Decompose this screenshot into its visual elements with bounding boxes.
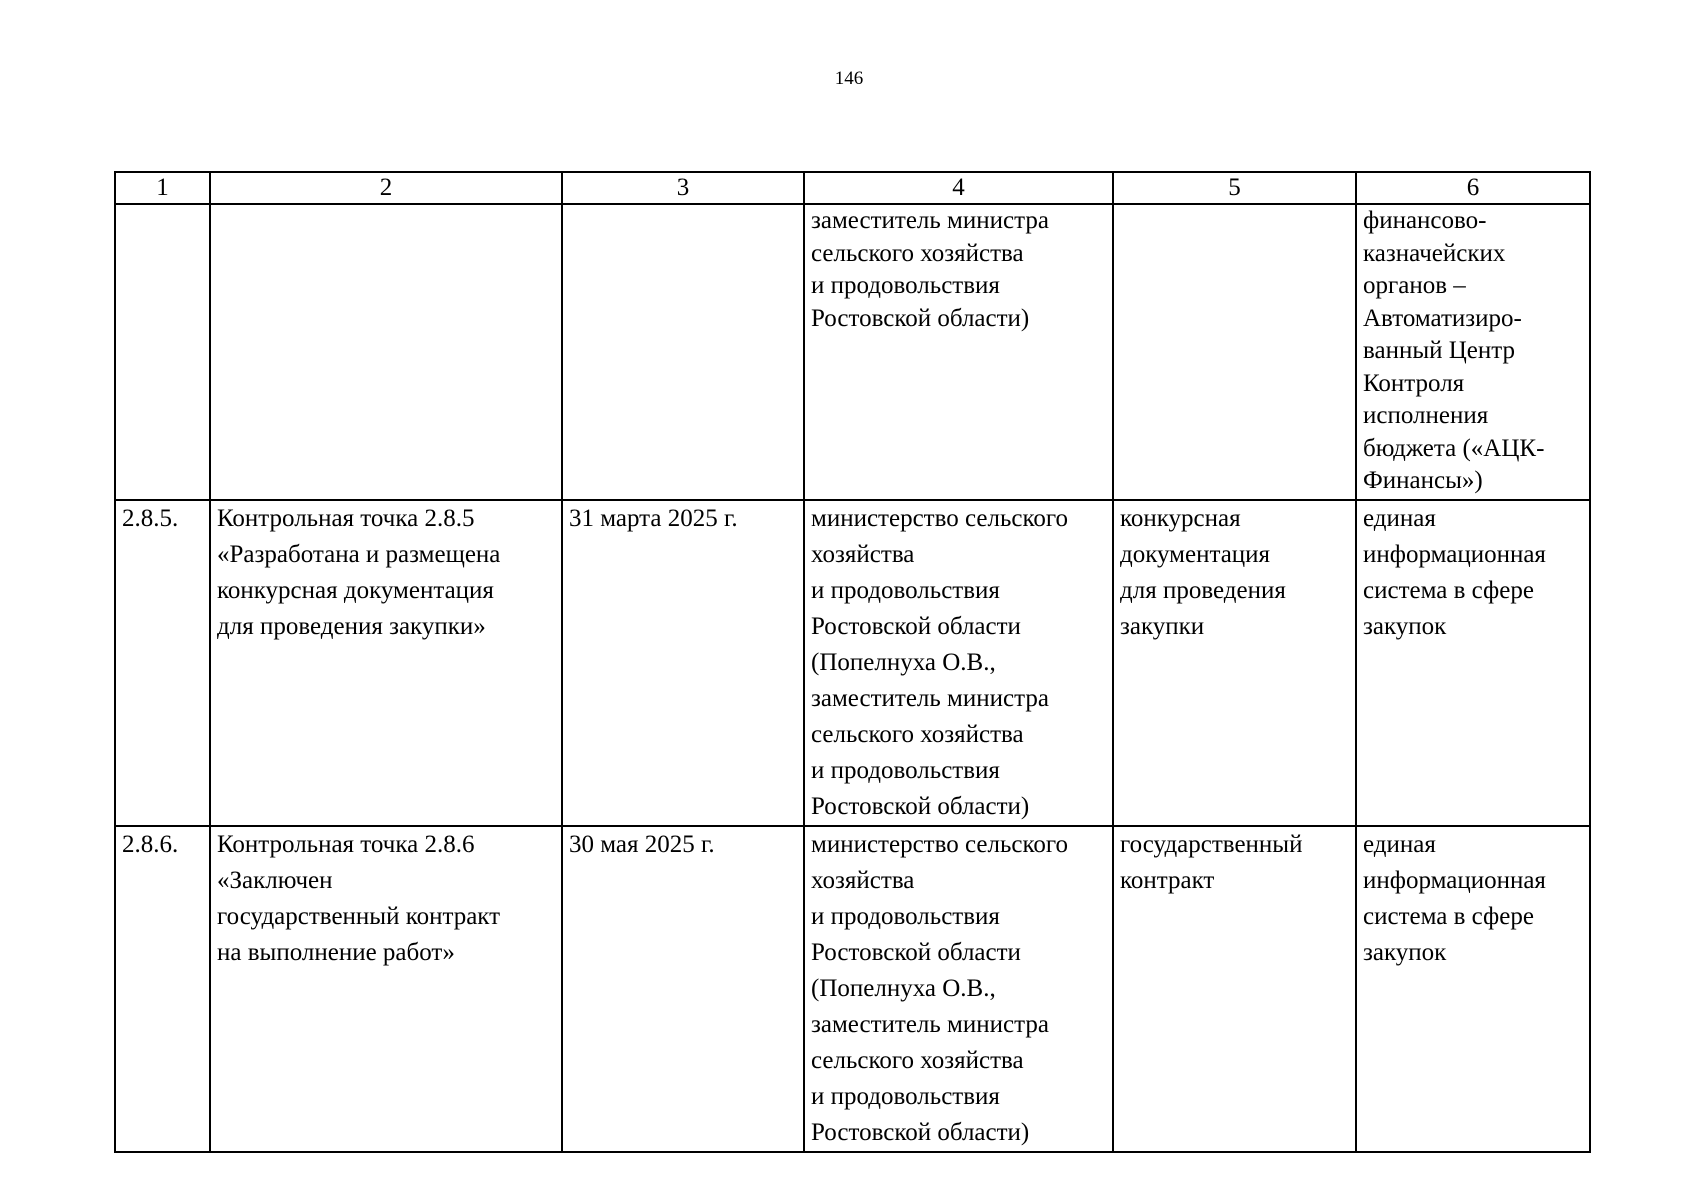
cell-responsible xyxy=(804,204,1113,500)
cell-text-line: хозяйства xyxy=(811,867,915,894)
cell-text-line: закупки xyxy=(1120,613,1205,640)
cell-text-line: сельского хозяйства xyxy=(811,239,1024,267)
column-header: 5 xyxy=(1113,172,1356,204)
column-header: 6 xyxy=(1356,172,1590,204)
column-header: 1 xyxy=(115,172,210,204)
cell-text-line: система в сфере xyxy=(1363,903,1534,930)
table-header-row xyxy=(115,172,1590,204)
cell-text-line: и продовольствия xyxy=(811,577,1000,604)
cell-responsible xyxy=(804,826,1113,1152)
cell-text-line: Контроля xyxy=(1363,369,1465,397)
cell-text-line: для проведения закупки» xyxy=(217,613,486,640)
column-header: 4 xyxy=(804,172,1113,204)
cell-text-line: органов – xyxy=(1363,272,1466,299)
cell-text-line: и продовольствия xyxy=(811,1083,1000,1110)
cell-info-system xyxy=(1356,500,1590,826)
cell-text-line: Ростовской области xyxy=(811,613,1021,640)
cell-text-line: министерство сельского xyxy=(811,831,1068,858)
cell-result xyxy=(1113,500,1356,826)
cell-text-line: и продовольствия xyxy=(811,757,1000,784)
cell-text-line: информационная xyxy=(1363,867,1546,894)
cell-text-line: информационная xyxy=(1363,541,1546,568)
cell-text-line: Автоматизиро- xyxy=(1363,304,1522,332)
cell-event xyxy=(210,500,562,826)
cell-text-line: документация xyxy=(1120,541,1271,568)
cell-text-line: закупок xyxy=(1363,939,1447,966)
cell-responsible xyxy=(804,500,1113,826)
column-header: 3 xyxy=(562,172,804,204)
cell-event xyxy=(210,826,562,1152)
cell-text-line: единая xyxy=(1363,505,1436,532)
cell-text-line: контракт xyxy=(1120,867,1215,894)
cell-text-line: конкурсная xyxy=(1120,505,1241,532)
page-number: 146 xyxy=(834,68,864,89)
cell-text-line: и продовольствия xyxy=(811,903,1000,930)
cell-text-line: финансово- xyxy=(1363,207,1487,234)
cell-number xyxy=(115,204,210,500)
cell-text-line: единая xyxy=(1363,831,1436,858)
cell-text-line: 30 мая 2025 г. xyxy=(569,831,715,858)
cell-info-system xyxy=(1356,826,1590,1152)
cell-text-line: Финансы») xyxy=(1363,467,1483,494)
cell-text-line: Ростовской области) xyxy=(811,793,1030,820)
cell-text-line: «Разработана и размещена xyxy=(217,541,501,568)
cell-text-line: 2.8.5. xyxy=(122,505,179,532)
cell-text-line: заместитель министра xyxy=(811,685,1049,712)
table-row xyxy=(115,500,1590,826)
cell-text-line: Контрольная точка 2.8.6 xyxy=(217,831,475,858)
cell-text-line: (Попелнуха О.В., xyxy=(811,649,996,676)
cell-text-line: система в сфере xyxy=(1363,577,1534,604)
cell-info-system xyxy=(1356,204,1590,500)
cell-text-line: закупок xyxy=(1363,613,1447,640)
cell-date xyxy=(562,826,804,1152)
cell-text-line: на выполнение работ» xyxy=(217,939,455,966)
cell-result xyxy=(1113,204,1356,500)
cell-event xyxy=(210,204,562,500)
cell-text-line: Контрольная точка 2.8.5 xyxy=(217,505,475,532)
cell-text-line: ванный Центр xyxy=(1363,337,1516,364)
table-row xyxy=(115,204,1590,500)
cell-text-line: исполнения xyxy=(1363,402,1489,429)
cell-text-line: заместитель министра xyxy=(811,207,1049,234)
cell-text-line: (Попелнуха О.В., xyxy=(811,975,996,1002)
cell-text-line: 2.8.6. xyxy=(122,831,179,858)
cell-text-line: заместитель министра xyxy=(811,1011,1049,1038)
cell-number xyxy=(115,500,210,826)
cell-text-line: сельского хозяйства xyxy=(811,721,1024,748)
cell-text-line: Ростовской области) xyxy=(811,304,1030,332)
cell-text-line: государственный контракт xyxy=(217,903,501,930)
cell-date xyxy=(562,500,804,826)
column-header: 2 xyxy=(210,172,562,204)
cell-text-line: Ростовской области) xyxy=(811,1119,1030,1146)
cell-text-line: для проведения xyxy=(1120,577,1286,604)
cell-text-line: казначейских xyxy=(1363,239,1506,267)
cell-text-line: конкурсная документация xyxy=(217,577,494,604)
cell-text-line: сельского хозяйства xyxy=(811,1047,1024,1074)
cell-text-line: и продовольствия xyxy=(811,272,1000,299)
plan-table xyxy=(114,171,1591,1153)
cell-number xyxy=(115,826,210,1152)
cell-text-line: 31 марта 2025 г. xyxy=(569,505,738,532)
cell-text-line: «Заключен xyxy=(217,867,333,894)
cell-text-line: государственный xyxy=(1120,831,1303,858)
cell-text-line: министерство сельского xyxy=(811,505,1068,532)
cell-result xyxy=(1113,826,1356,1152)
cell-date xyxy=(562,204,804,500)
cell-text-line: бюджета («АЦК- xyxy=(1363,434,1545,462)
cell-text-line: хозяйства xyxy=(811,541,915,568)
cell-text-line: Ростовской области xyxy=(811,939,1021,966)
table-row xyxy=(115,826,1590,1152)
